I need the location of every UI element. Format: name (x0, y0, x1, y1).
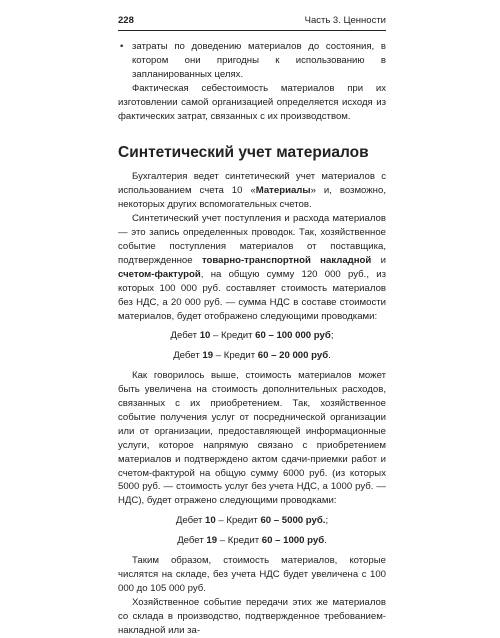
page-body (118, 40, 386, 638)
entry-punct: ; (330, 330, 334, 342)
credit-label: – Кредит (210, 330, 256, 342)
entry-punct: . (324, 535, 327, 547)
paragraph-additional-costs: Как говорилось выше, стоимость материалов может быть увеличена на стоимость дополнительных расходов, связанных с их приобретением. Так, хозяйственное событие получения услуг от посреднической организации или от организации, предоставляющей информационные услуги, которое напрямую связано с приобретением материалов и подтверждено актом сдачи-приемки работ и счетом-фактурой на общую сумму 6000 руб. (из которых 5000 руб. — стоимость услуг без учета НДС, а 1000 руб. — НДС), будет отражено следующими проводками: (118, 370, 386, 507)
entry-amount: – 20 000 руб (268, 350, 329, 362)
debit-label: Дебет (177, 535, 207, 547)
entry-2 (118, 349, 386, 363)
paragraph-result: Таким образом, стоимость материалов, которые числятся на складе, без учета НДС будет увеличена с 100 000 до 105 000 руб. (118, 555, 386, 594)
text-run: Бухгалтерия ведет синтетический учет материалов с использованием счета 10 « (118, 171, 386, 197)
debit-label: Дебет (175, 515, 206, 527)
paragraph-synthetic (118, 212, 386, 323)
entry-amount: – 1000 руб (272, 535, 325, 547)
paragraph-transfer: Хозяйственное событие передачи этих же материалов со склада в производство, подтвержденное требованием-накладной или за- (118, 596, 386, 636)
paragraph-accounting (118, 170, 386, 212)
debit-account: 10 (199, 330, 211, 342)
entry-amount: – 100 000 руб (265, 330, 331, 342)
debit-account: 19 (202, 350, 214, 362)
bold-term: счетом-фактурой (118, 268, 201, 280)
credit-account: 60 (261, 535, 273, 547)
credit-account: 60 (255, 330, 266, 342)
paragraph-cost: Фактическая себестоимость материалов при их изготовлении самой организацией определяется исходя из фактических затрат, связанных с их производством. (118, 82, 386, 122)
bullet-mark: • (120, 41, 124, 52)
credit-label: – Кредит (217, 535, 262, 547)
credit-label: – Кредит (213, 350, 258, 362)
credit-account: 60 (260, 515, 272, 527)
entry-1 (118, 329, 386, 343)
entry-punct: . (328, 350, 331, 362)
page-header (118, 14, 386, 31)
text-run: и (371, 254, 387, 266)
credit-account: 60 (257, 350, 269, 362)
bold-term: товарно-транспортной накладной (201, 254, 372, 266)
credit-label: – Кредит (215, 515, 261, 527)
bold-term: Материалы (255, 185, 311, 197)
running-head: Часть 3. Ценности (304, 15, 386, 26)
debit-label: Дебет (170, 330, 200, 342)
text-run: , на общую сумму 120 000 руб., из которых 100 000 руб. составляет стоимость материалов без НДС, а 20 000 руб. — сумма НДС в составе стоимости материалов, будет отображено следующими проводками: (118, 268, 386, 322)
debit-account: 10 (205, 515, 216, 527)
entry-3 (118, 514, 386, 528)
bullet-item (118, 40, 386, 82)
entry-punct: ; (325, 515, 329, 527)
entry-4 (118, 534, 386, 548)
debit-label: Дебет (173, 350, 203, 362)
text-run: » и, возможно, некоторых других вспомогательных счетов. (118, 185, 386, 211)
page-number: 228 (118, 15, 134, 26)
text-run: Синтетический учет поступления и расхода материалов — это запись определенных проводок. Так, хозяйственное событие поступления материалов от поставщика, подтвержденное (118, 213, 386, 266)
debit-account: 19 (206, 535, 218, 547)
bullet-text: затраты по доведению материалов до состояния, в котором они пригодны к использованию в запланированных целях. (132, 41, 386, 80)
section-title: Синтетический учет материалов (118, 144, 369, 162)
entry-amount: – 5000 руб. (271, 515, 326, 527)
